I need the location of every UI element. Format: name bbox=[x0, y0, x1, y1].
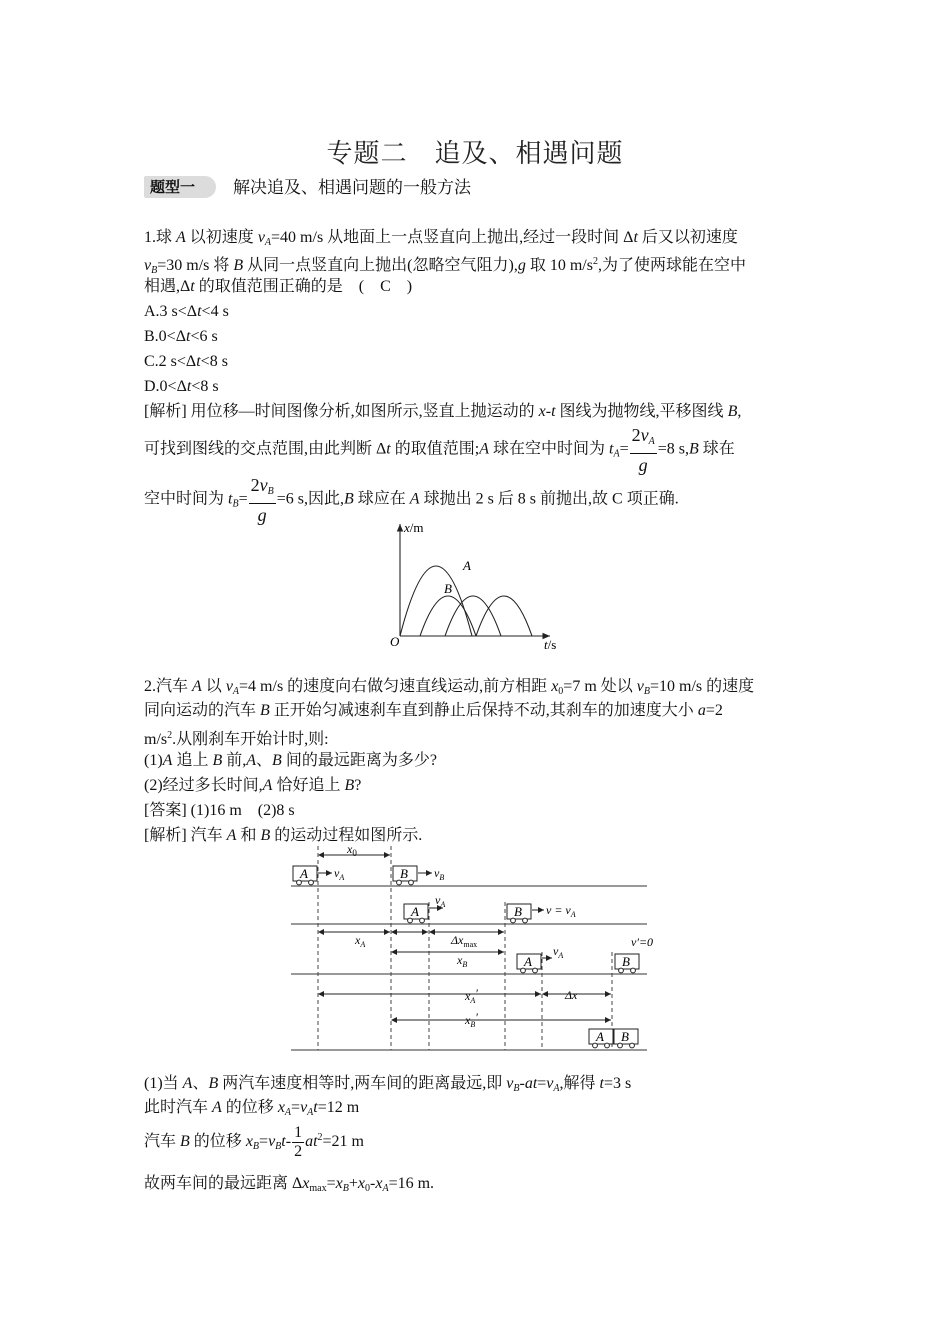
svg-text:xB: $x_B$ bbox=[457, 953, 468, 969]
svg-text:v′=0: v′=0 bbox=[631, 935, 654, 949]
q1-analysis-line-2: 可找到图线的交点范围,由此判断 Δt 的取值范围;A 球在空中时间为 $t_A=$ $\frac{2v_A}{g}$ =8 s,B 球在 bbox=[144, 425, 735, 475]
q1-analysis-line-3: 空中时间为 $t_B=$ $\frac{2v_B}{g}$ =6 s,因此,B 球应在 A 球抛出 2 s 后 8 s 前抛出,故 C 项正确. bbox=[144, 475, 679, 525]
car-a-row3 bbox=[517, 954, 541, 973]
svg-text:B: B bbox=[622, 954, 630, 969]
svg-text:xB′: $x_B'$ bbox=[465, 1010, 478, 1029]
q2-sub-question-1: (1)A 追上 B 前,A、B 间的最远距离为多少? bbox=[144, 752, 437, 769]
q2-line-3: $m/s^2$.从刚刹车开始计时,则: bbox=[144, 730, 329, 748]
svg-text:A: A bbox=[411, 904, 419, 919]
q2-line-1: 2.汽车 A 以 $v_A=4$ m/s 的速度向右做匀速直线运动,前方相距 $x_0=7$ m 处以 $v_B=10$ m/s 的速度 bbox=[144, 678, 755, 697]
car-a-row2 bbox=[404, 904, 428, 923]
q1-line-3: 相遇,Δt 的取值范围正确的是 ( C ) bbox=[144, 278, 413, 295]
svg-text:vB: $v_B$ bbox=[434, 866, 445, 882]
svg-text:x0: $x_0$ bbox=[347, 842, 357, 858]
svg-text:B: B bbox=[400, 866, 408, 881]
q1-option-d: D.0<Δt<8 s bbox=[144, 378, 219, 395]
car-b-row3 bbox=[615, 954, 639, 973]
q2-sub-question-2: (2)经过多长时间,A 恰好追上 B? bbox=[144, 777, 362, 794]
curve-a-label: A bbox=[463, 558, 471, 573]
svg-text:vA: $v_A$ bbox=[435, 893, 446, 909]
page-title: 专题二 追及、相遇问题 bbox=[326, 139, 624, 169]
svg-text:A: A bbox=[596, 1029, 604, 1044]
svg-text:A: A bbox=[524, 954, 532, 969]
q2-answer: [答案] (1)16 m (2)8 s bbox=[144, 802, 295, 819]
q1-option-b: B.0<Δt<6 s bbox=[144, 328, 218, 345]
xt-xlabel: t/s bbox=[544, 637, 557, 652]
car-a-row4 bbox=[589, 1029, 613, 1048]
q2-analysis-intro: [解析] 汽车 A 和 B 的运动过程如图所示. bbox=[144, 827, 423, 844]
svg-text:Δxmax: $\Delta x_{max}$ bbox=[451, 933, 478, 949]
q1-line-1: 1.球 A 以初速度 $v_A=40$ m/s 从地面上一点竖直向上抛出,经过一段时间 Δt 后又以初速度 bbox=[144, 229, 738, 248]
car-b-row4 bbox=[614, 1029, 638, 1048]
svg-text:xA: $x_A$ bbox=[355, 933, 366, 949]
fraction-2vB-over-g: $\frac{2v_B}{g}$ bbox=[250, 475, 274, 525]
q2-line-2: 同向运动的汽车 B 正开始匀减速刹车直到静止后保持不动,其刹车的加速度大小 a=2 bbox=[144, 702, 723, 719]
fraction-one-half: $\frac{1}{2}$ bbox=[294, 1124, 303, 1160]
xt-ylabel: x/m bbox=[404, 520, 424, 535]
svg-text:xA′: $x_A'$ bbox=[465, 986, 478, 1005]
q2-work-line-3: 汽车 B 的位移 $x_B=v_Bt-$ $\frac{1}{2}$ $at^2=21$ m bbox=[144, 1124, 364, 1160]
svg-text:B: B bbox=[621, 1029, 629, 1044]
q1-analysis-line-1: [解析] 用位移—时间图像分析,如图所示,竖直上抛运动的 x-t 图线为抛物线,平移图线 B, bbox=[144, 403, 742, 420]
svg-text:B: B bbox=[514, 904, 522, 919]
car-a-row1 bbox=[293, 866, 317, 885]
question-type-badge: 题型一 bbox=[144, 176, 216, 198]
car-b-row2 bbox=[507, 904, 531, 923]
xt-graph bbox=[380, 518, 570, 653]
curve-b-label: B bbox=[444, 581, 452, 596]
q2-work-line-2: 此时汽车 A 的位移 $x_A=v_At=12$ m bbox=[144, 1099, 360, 1118]
section-title: 解决追及、相遇问题的一般方法 bbox=[233, 178, 471, 198]
svg-text:vA: $v_A$ bbox=[553, 944, 564, 960]
q1-option-a: A.3 s<Δt<4 s bbox=[144, 303, 229, 320]
q2-work-line-1: (1)当 A、B 两汽车速度相等时,两车间的距离最远,即 $v_B-at=v_A$,解得 t=3 s bbox=[144, 1075, 632, 1094]
fraction-2vA-over-g: $\frac{2v_A}{g}$ bbox=[631, 425, 655, 475]
svg-text:A: A bbox=[300, 866, 308, 881]
svg-text:Δx: Δx bbox=[565, 988, 578, 1002]
svg-text:vA: $v_A$ bbox=[334, 866, 345, 882]
q2-work-line-4: 故两车间的最远距离 $\Delta x_{max}=x_B+x_0-x_A=16$ m. bbox=[144, 1175, 435, 1194]
curve-b-1 bbox=[420, 596, 476, 636]
q1-option-c: C.2 s<Δt<8 s bbox=[144, 353, 228, 370]
motion-diagram bbox=[285, 842, 655, 1054]
xt-origin-label: O bbox=[390, 634, 400, 649]
car-b-row1 bbox=[393, 866, 417, 885]
svg-text:v = vA: $v = v_A$ bbox=[546, 903, 576, 919]
q1-line-2: $v_B=30$ m/s 将 B 从同一点竖直向上抛出(忽略空气阻力),g 取 10 $m/s^2$,为了使两球能在空中 bbox=[144, 256, 746, 276]
curve-a bbox=[400, 566, 472, 636]
